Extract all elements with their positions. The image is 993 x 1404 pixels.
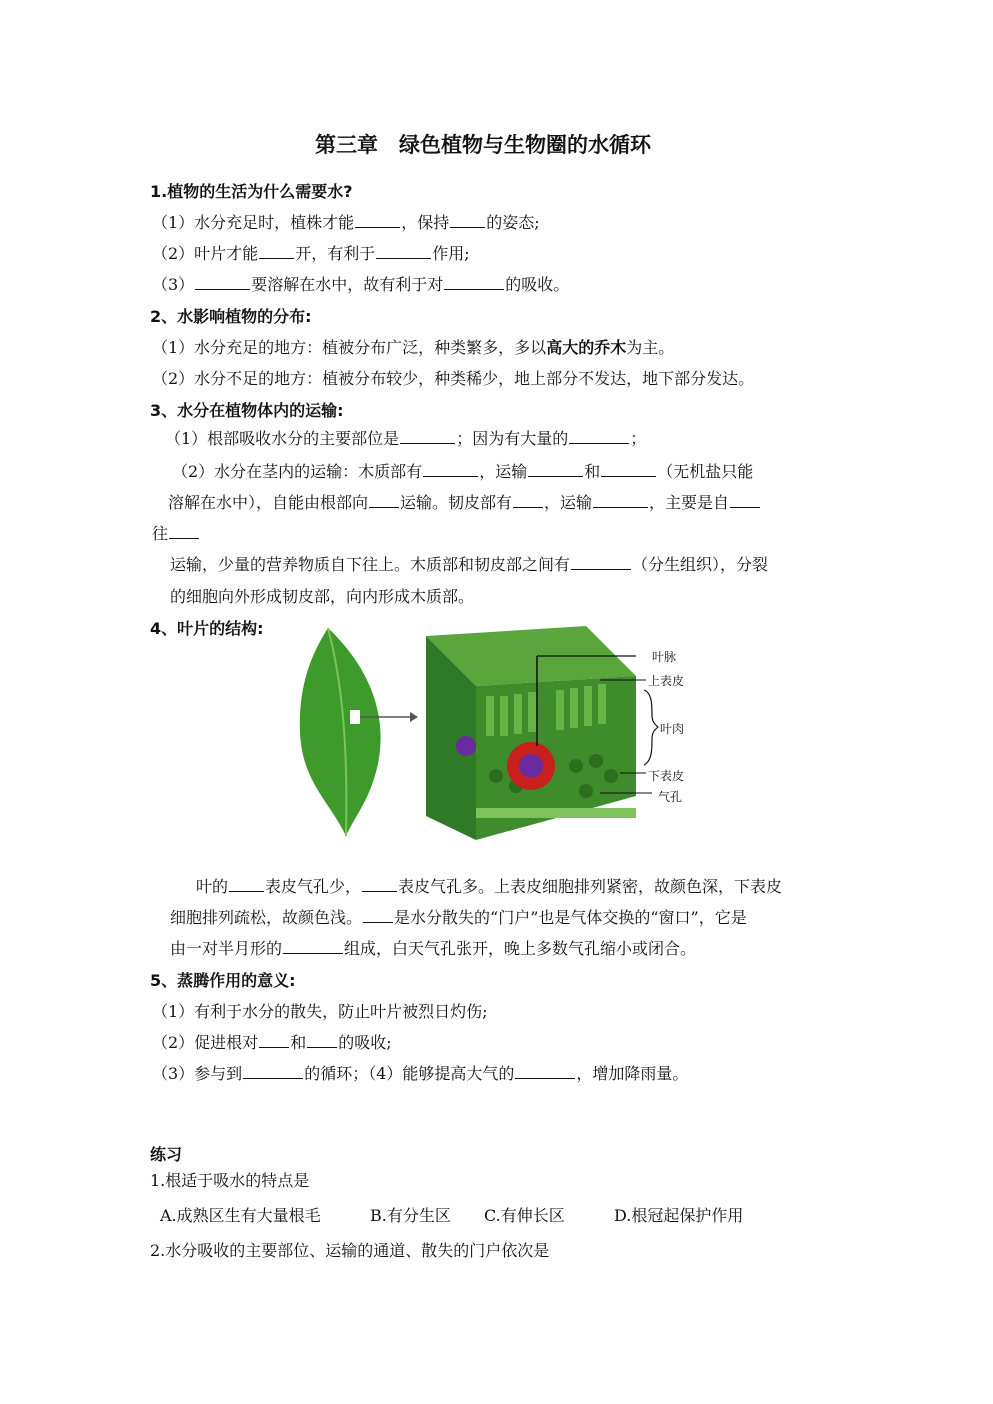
text: 和: [584, 462, 601, 481]
text: ，运输: [479, 462, 528, 481]
text: ，保持: [401, 213, 450, 232]
label-upper-epidermis: 上表皮: [648, 674, 685, 688]
label-pointers: [600, 645, 660, 815]
fill-blank[interactable]: [515, 1063, 575, 1079]
fill-blank[interactable]: [243, 1063, 303, 1079]
fill-blank[interactable]: [513, 492, 543, 508]
text: 的循环；（4）能够提高大气的: [304, 1064, 515, 1083]
fill-blank[interactable]: [528, 461, 583, 477]
section-4-para-2: [170, 907, 747, 929]
emphasis-text: 高大的乔木: [546, 338, 627, 357]
text: 组成，白天气孔张开，晚上多数气孔缩小或闭合。: [344, 939, 697, 958]
section-3-line-1: [165, 428, 646, 450]
text: 表皮气孔多。上表皮细胞排列紧密，故颜色深，下表皮: [398, 877, 783, 896]
section-2-line-1: [152, 337, 674, 359]
text: 细胞排列疏松，故颜色浅。: [170, 908, 363, 927]
label-lower-epidermis: 下表皮: [648, 769, 685, 783]
section-4-para-1: [196, 876, 782, 898]
text: 的吸收;: [338, 1033, 392, 1052]
label-stoma: 气孔: [658, 790, 683, 804]
fill-blank[interactable]: [730, 492, 760, 508]
section-1-line-3: [152, 274, 569, 296]
fill-blank[interactable]: [423, 461, 478, 477]
section-2-line-2: （2）水分不足的地方：植被分布较少，种类稀少，地上部分不发达，地下部分发达。: [152, 369, 755, 388]
fill-blank[interactable]: [376, 243, 431, 259]
fill-blank[interactable]: [355, 212, 400, 228]
text: 运输。韧皮部有: [400, 493, 513, 512]
section-2-heading: 2、水影响植物的分布:: [150, 307, 312, 326]
section-4-para-3: [170, 938, 696, 960]
text: （3）参与到: [152, 1064, 243, 1083]
fill-blank[interactable]: [400, 428, 455, 444]
text: 溶解在水中），自能由根部向: [168, 493, 369, 512]
section-5-line-2: [152, 1032, 392, 1054]
section-3-line-5: [170, 554, 768, 576]
text: ，主要是自: [649, 493, 730, 512]
fill-blank[interactable]: [444, 274, 504, 290]
text: （2）促进根对: [152, 1033, 259, 1052]
fill-blank[interactable]: [450, 212, 485, 228]
fill-blank[interactable]: [569, 428, 629, 444]
text: 作用;: [432, 244, 470, 263]
fill-blank[interactable]: [229, 876, 264, 892]
fill-blank[interactable]: [259, 243, 294, 259]
fill-blank[interactable]: [363, 907, 393, 923]
text: 由一对半月形的: [170, 939, 283, 958]
text: （2）水分在茎内的运输：木质部有: [172, 462, 423, 481]
fill-blank[interactable]: [593, 492, 648, 508]
text: ；: [630, 429, 647, 448]
text: 往: [152, 524, 169, 543]
section-1-line-1: [152, 212, 540, 234]
fill-blank[interactable]: [571, 554, 631, 570]
text: 开，有利于: [295, 244, 376, 263]
section-1-heading: 1.植物的生活为什么需要水?: [150, 182, 353, 201]
text: 为主。: [626, 338, 675, 357]
text: 是水分散失的“门户”也是气体交换的“窗口”，它是: [394, 908, 747, 927]
fill-blank[interactable]: [169, 523, 199, 539]
leaf-illustration: [294, 622, 424, 842]
text: ，运输: [544, 493, 593, 512]
section-5-line-3: [152, 1063, 688, 1085]
section-4-heading: 4、叶片的结构:: [150, 619, 264, 638]
text: （1）水分充足的地方：植被分布广泛，种类繁多，多以: [152, 338, 547, 357]
text: （分生组织），分裂: [632, 555, 769, 574]
text: （1）根部吸收水分的主要部位是: [165, 429, 400, 448]
fill-blank[interactable]: [259, 1032, 289, 1048]
label-vein: 叶脉: [652, 650, 677, 664]
fill-blank[interactable]: [362, 876, 397, 892]
text: 的姿态;: [486, 213, 540, 232]
text: 要溶解在水中，故有利于对: [251, 275, 444, 294]
text: 的吸收。: [505, 275, 570, 294]
label-mesophyll: 叶肉: [660, 722, 685, 736]
fill-blank[interactable]: [369, 492, 399, 508]
text: （2）叶片才能: [152, 244, 259, 263]
section-1-line-2: [152, 243, 470, 265]
question-1: 1.根适于吸水的特点是: [150, 1171, 310, 1190]
section-5-line-1: （1）有利于水分的散失，防止叶片被烈日灼伤;: [152, 1002, 488, 1021]
practice-heading: 练习: [150, 1145, 183, 1164]
question-2: 2.水分吸收的主要部位、运输的通道、散失的门户依次是: [150, 1241, 550, 1260]
arrow-icon: [360, 710, 420, 724]
text: ，增加降雨量。: [576, 1064, 689, 1083]
question-1-option-a[interactable]: A.成熟区生有大量根毛: [160, 1206, 321, 1225]
text: 运输，少量的营养物质自下往上。木质部和韧皮部之间有: [170, 555, 571, 574]
section-3-line-6: 的细胞向外形成韧皮部，向内形成木质部。: [170, 587, 475, 606]
section-3-line-4: [152, 523, 200, 545]
text: 和: [290, 1033, 307, 1052]
text: （3）: [152, 275, 195, 294]
text: 叶的: [196, 877, 229, 896]
section-3-line-3: [168, 492, 761, 514]
section-3-heading: 3、水分在植物体内的运输:: [150, 401, 344, 420]
fill-blank[interactable]: [601, 461, 656, 477]
page-title: 第三章 绿色植物与生物圈的水循环: [315, 133, 651, 157]
fill-blank[interactable]: [283, 938, 343, 954]
question-1-option-b[interactable]: B.有分生区: [370, 1206, 451, 1225]
question-1-option-c[interactable]: C.有伸长区: [484, 1206, 565, 1225]
leaf-icon: [300, 628, 381, 836]
section-5-heading: 5、蒸腾作用的意义:: [150, 971, 296, 990]
text: ；因为有大量的: [456, 429, 569, 448]
section-3-line-2: [172, 461, 753, 483]
fill-blank[interactable]: [307, 1032, 337, 1048]
question-1-option-d[interactable]: D.根冠起保护作用: [614, 1206, 744, 1225]
text: （1）水分充足时，植株才能: [152, 213, 355, 232]
text: 表皮气孔少，: [265, 877, 362, 896]
fill-blank[interactable]: [195, 274, 250, 290]
text: （无机盐只能: [657, 462, 754, 481]
